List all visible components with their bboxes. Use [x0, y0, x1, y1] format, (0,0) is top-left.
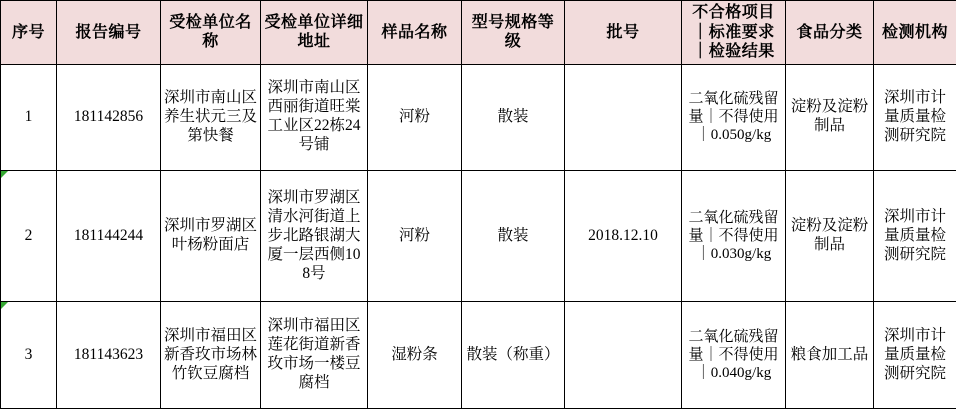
cell-unit-name: 深圳市罗湖区叶杨粉面店: [161, 171, 261, 302]
cell-agency: 深圳市计量质量检测研究院: [874, 64, 956, 170]
column-header-index: 序号: [1, 1, 57, 65]
column-header-unit-address: 受检单位详细地址: [261, 1, 368, 65]
column-header-batch-no: 批号: [565, 1, 682, 65]
cell-nonconforming: 二氧化硫残留量｜不得使用 ｜0.030g/kg: [682, 171, 786, 302]
cell-nonconforming: 二氧化硫残留量｜不得使用 ｜0.050g/kg: [682, 64, 786, 170]
cell-food-category: 淀粉及淀粉制品: [786, 171, 874, 302]
cell-batch-no: [565, 302, 682, 409]
column-header-sample-name: 样品名称: [368, 1, 462, 65]
cell-food-category: 淀粉及淀粉制品: [786, 64, 874, 170]
cell-unit-name: 深圳市福田区新香玫市场林竹钦豆腐档: [161, 302, 261, 409]
cell-index: 3: [1, 302, 57, 409]
cell-agency: 深圳市计量质量检测研究院: [874, 171, 956, 302]
cell-unit-address: 深圳市罗湖区清水河街道上步北路银湖大厦一层西侧108号: [261, 171, 368, 302]
table-body: [1, 64, 956, 408]
table-row: [1, 64, 956, 170]
column-header-report-no: 报告编号: [57, 1, 161, 65]
cell-spec: 散装（称重）: [462, 302, 565, 409]
cell-food-category: 粮食加工品: [786, 302, 874, 409]
cell-agency: 深圳市计量质量检测研究院: [874, 302, 956, 409]
table-row: [1, 171, 956, 302]
cell-sample-name: 河粉: [368, 64, 462, 170]
table-row: [1, 302, 956, 409]
column-header-food-category: 食品分类: [786, 1, 874, 65]
column-header-unit-name: 受检单位名称: [161, 1, 261, 65]
column-header-spec: 型号规格等级: [462, 1, 565, 65]
table-header-row: [1, 1, 956, 65]
cell-batch-no: [565, 64, 682, 170]
cell-unit-address: 深圳市南山区西丽街道旺棠工业区22栋24号铺: [261, 64, 368, 170]
column-header-agency: 检测机构: [874, 1, 956, 65]
cell-report-no: 181143623: [57, 302, 161, 409]
cell-sample-name: 河粉: [368, 171, 462, 302]
cell-nonconforming: 二氧化硫残留量｜不得使用 ｜0.040g/kg: [682, 302, 786, 409]
cell-unit-name: 深圳市南山区养生状元三及第快餐: [161, 64, 261, 170]
cell-spec: 散装: [462, 64, 565, 170]
cell-sample-name: 湿粉条: [368, 302, 462, 409]
cell-index: 2: [1, 171, 57, 302]
table-header: [1, 1, 956, 65]
cell-index: 1: [1, 64, 57, 170]
cell-batch-no: 2018.12.10: [565, 171, 682, 302]
column-header-nonconforming: 不合格项目｜标准要求｜检验结果: [682, 1, 786, 65]
cell-spec: 散装: [462, 171, 565, 302]
cell-unit-address: 深圳市福田区莲花街道新香玫市场一楼豆腐档: [261, 302, 368, 409]
cell-report-no: 181144244: [57, 171, 161, 302]
cell-report-no: 181142856: [57, 64, 161, 170]
